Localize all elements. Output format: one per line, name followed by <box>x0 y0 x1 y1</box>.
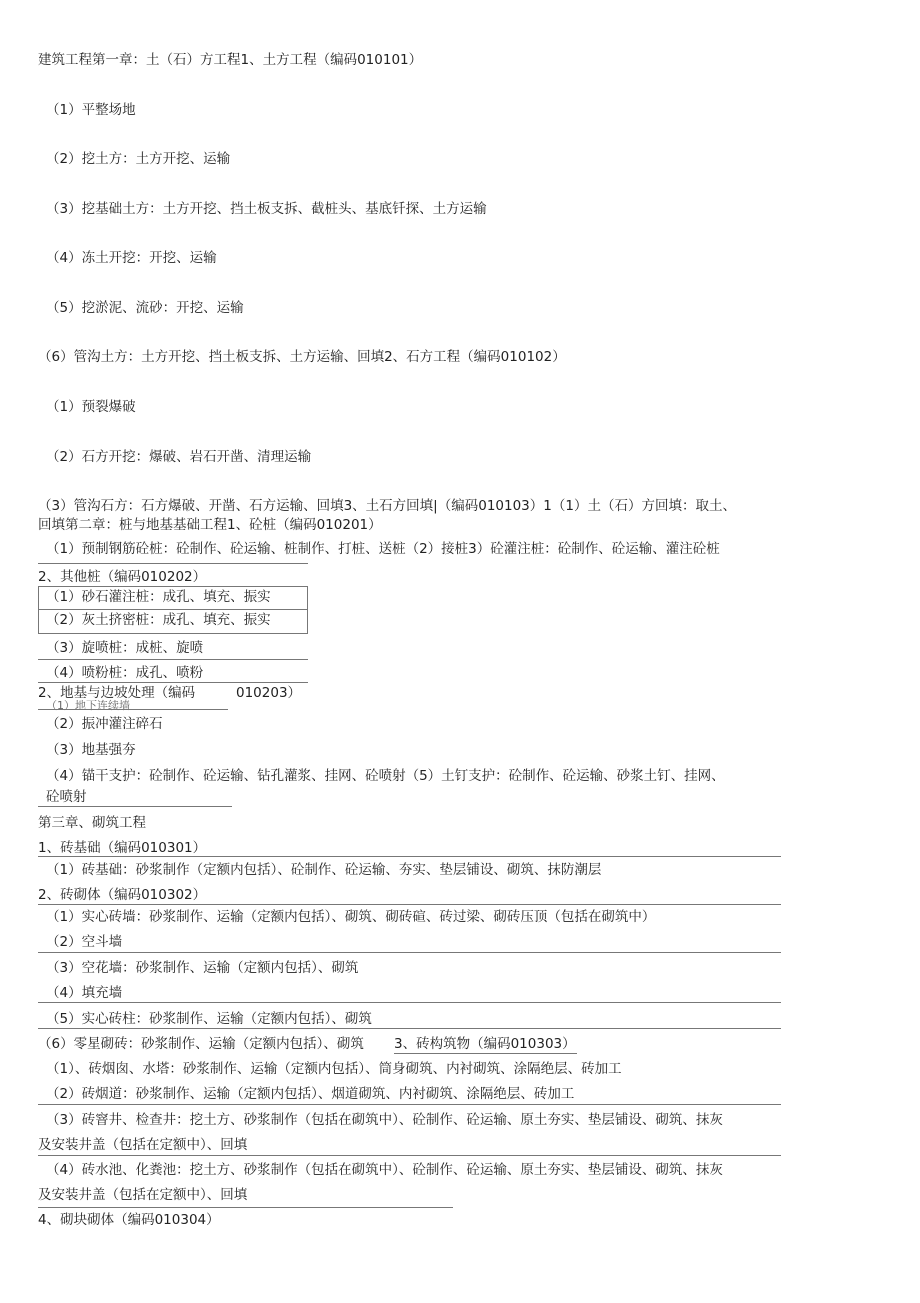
item-text: （3）地基强夯 <box>46 742 136 758</box>
item-text: （1）预裂爆破 <box>46 399 136 415</box>
item-text: （1）、砖烟囱、水塔：砂浆制作、运输（定额内包括）、筒身砌筑、内衬砌筑、涂隔绝层、砖加工 <box>46 1061 622 1077</box>
divider <box>38 563 308 564</box>
divider <box>38 904 781 905</box>
item-text: （3）砖窨井、检查井：挖土方、砂浆制作（包括在砌筑中）、砼制作、砼运输、原土夯实、垫层铺设、砌筑、抹灰 <box>46 1112 723 1128</box>
divider <box>38 952 781 953</box>
section-heading: 1、砖基础（编码010301） <box>38 840 207 856</box>
item-text: （6）零星砌砖：砂浆制作、运输（定额内包括）、砌筑 <box>38 1036 364 1052</box>
divider <box>38 609 307 610</box>
item-text: （5）实心砖柱：砂浆制作、运输（定额内包括）、砌筑 <box>46 1011 372 1027</box>
item-text: （2）石方开挖：爆破、岩石开凿、清理运输 <box>46 449 312 465</box>
item-text: （3）管沟石方：石方爆破、开凿、石方运输、回填3、土石方回填|（编码010103）1（1）土（石）方回填：取土、 <box>38 498 736 514</box>
item-text: （1）实心砖墙：砂浆制作、运输（定额内包括）、砌筑、砌砖碹、砖过梁、砌砖压顶（包括在砌筑中） <box>46 909 656 925</box>
section-code: 010203） <box>236 685 302 701</box>
chapter-3-heading: 第三章、砌筑工程 <box>38 815 146 831</box>
item-text: 及安装井盖（包括在定额中）、回填 <box>38 1137 248 1153</box>
divider <box>38 1104 781 1105</box>
divider <box>38 659 308 660</box>
item-text: （3）旋喷桩：成桩、旋喷 <box>46 640 204 656</box>
section-heading: 2、砖砌体（编码010302） <box>38 887 207 903</box>
item-text: （4）喷粉桩：成孔、喷粉 <box>46 665 204 681</box>
item-text: （4）砖水池、化粪池：挖土方、砂浆制作（包括在砌筑中）、砼制作、砼运输、原土夯实、垫层铺设、砌筑、抹灰 <box>46 1162 723 1178</box>
divider <box>38 1002 781 1003</box>
section-heading: 2、地基与边坡处理（编码 <box>38 685 196 701</box>
item-text: （2）空斗墙 <box>46 934 123 950</box>
item-text: （2）砖烟道：砂浆制作、运输（定额内包括）、烟道砌筑、内衬砌筑、涂隔绝层、砖加工 <box>46 1086 575 1102</box>
item-text: （1）砂石灌注桩：成孔、填充、振实 <box>46 589 271 605</box>
chapter-1-heading: 建筑工程第一章：土（石）方工程1、土方工程（编码010101） <box>38 52 423 68</box>
item-text: （2）挖土方：土方开挖、运输 <box>46 151 231 167</box>
item-text: （6）管沟土方：土方开挖、挡土板支拆、土方运输、回填2、石方工程（编码010102） <box>38 349 566 365</box>
item-text: （1）砖基础：砂浆制作（定额内包括）、砼制作、砼运输、夯实、垫层铺设、砌筑、抹防潮层 <box>46 862 602 878</box>
item-text: 及安装井盖（包括在定额中）、回填 <box>38 1187 248 1203</box>
item-text: （4）锚干支护：砼制作、砼运输、钻孔灌浆、挂网、砼喷射（5）土钉支护：砼制作、砼运输、砂浆土钉、挂网、 <box>46 768 725 784</box>
item-text: （5）挖淤泥、流砂：开挖、运输 <box>46 300 244 316</box>
divider <box>38 1155 781 1156</box>
divider <box>38 709 228 710</box>
divider <box>38 1207 453 1208</box>
section-heading: 4、砌块砌体（编码010304） <box>38 1212 220 1228</box>
divider <box>38 1028 781 1029</box>
item-text: （1）预制钢筋砼桩：砼制作、砼运输、桩制作、打桩、送桩（2）接桩3）砼灌注桩：砼制作、砼运输、灌注砼桩 <box>46 541 720 557</box>
item-text: 砼喷射 <box>46 789 87 805</box>
section-heading: 3、砖构筑物（编码010303） <box>394 1036 576 1052</box>
underline <box>394 1053 577 1054</box>
divider <box>38 682 308 683</box>
item-text: （3）挖基础土方：土方开挖、挡土板支拆、截桩头、基底钎探、土方运输 <box>46 201 487 217</box>
divider <box>38 806 232 807</box>
item-text: （3）空花墙：砂浆制作、运输（定额内包括）、砌筑 <box>46 960 359 976</box>
chapter-2-heading: 回填第二章：桩与地基基础工程1、砼桩（编码010201） <box>38 517 382 533</box>
item-text: （4）填充墙 <box>46 985 123 1001</box>
divider <box>38 856 781 857</box>
item-text: （2）灰土挤密桩：成孔、填充、振实 <box>46 612 271 628</box>
section-heading: 2、其他桩（编码010202） <box>38 569 207 585</box>
item-text-small: （1）地下连续墙 <box>46 699 130 712</box>
item-text: （1）平整场地 <box>46 102 136 118</box>
item-text: （2）振冲灌注碎石 <box>46 716 163 732</box>
item-text: （4）冻土开挖：开挖、运输 <box>46 250 217 266</box>
